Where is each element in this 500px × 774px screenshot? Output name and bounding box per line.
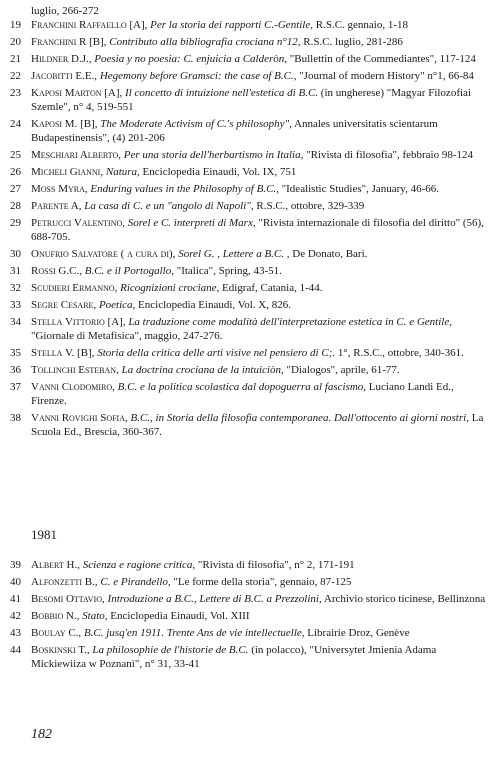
entry-text bbox=[31, 626, 490, 640]
bibliography-entry bbox=[10, 626, 490, 640]
entry-number: 22 bbox=[10, 70, 21, 82]
entry-number: 44 bbox=[10, 644, 21, 656]
entry-number: 41 bbox=[10, 593, 21, 605]
entry-author: Hildner D.J., bbox=[31, 53, 92, 65]
bibliography-entry bbox=[10, 380, 490, 408]
bibliography-entry bbox=[10, 216, 490, 244]
entry-author: Stella V. [B], bbox=[31, 347, 95, 359]
entry-number: 21 bbox=[10, 53, 21, 65]
entry-number: 30 bbox=[10, 248, 21, 260]
entry-number: 39 bbox=[10, 559, 21, 571]
entry-number: 26 bbox=[10, 166, 21, 178]
entry-text bbox=[31, 363, 490, 377]
entry-author: Franchini R [B], bbox=[31, 36, 107, 48]
entry-publication: "Dialogos", aprile, 61-77. bbox=[286, 364, 400, 376]
entry-publication: (in polacco), "Universytet Jmienia Adama Mickiewiiza w Poznani", n° 31, 33-41 bbox=[31, 644, 437, 670]
entry-text bbox=[31, 117, 490, 145]
entry-title: B.C. e il Portogallo, bbox=[84, 265, 174, 277]
entry-author: Petrucci Valentino, bbox=[31, 217, 126, 229]
entry-text bbox=[31, 575, 490, 589]
entry-text bbox=[31, 199, 490, 213]
entry-text bbox=[31, 380, 490, 408]
entry-title: Sorel G. , Lettere a B.C. , bbox=[178, 248, 290, 260]
entry-author: Vanni Rovighi Sofia, bbox=[31, 412, 128, 424]
entry-publication: R.S.C. luglio, 281-286 bbox=[303, 36, 403, 48]
entry-publication: Enciclopedia Einaudi, Vol. X, 826. bbox=[138, 299, 292, 311]
entry-text bbox=[31, 643, 490, 671]
entry-text bbox=[31, 165, 490, 179]
entry-publication: Enciclopedia Einaudi, Vol. IX, 751 bbox=[142, 166, 297, 178]
entry-text bbox=[31, 18, 490, 32]
bibliography-entry bbox=[10, 52, 490, 66]
entry-author: Parente A, bbox=[31, 200, 82, 212]
bibliography-entry bbox=[10, 281, 490, 295]
entry-publication: "Rivista internazionale di filosofia del diritto" (56), 688-705. bbox=[31, 217, 484, 243]
entry-publication: "Le forme della storia", gennaio, 87-125 bbox=[173, 576, 352, 588]
bibliography-entry bbox=[10, 264, 490, 278]
entry-title: Storia della critica delle arti visive nel pensiero di C;. bbox=[97, 347, 336, 359]
entry-number: 20 bbox=[10, 36, 21, 48]
entry-title: Ricognizioni crociane, bbox=[120, 282, 220, 294]
bibliography-entry bbox=[10, 148, 490, 162]
entry-number: 29 bbox=[10, 217, 21, 229]
bibliography-entry bbox=[10, 69, 490, 83]
entry-author: Rossi G.C., bbox=[31, 265, 82, 277]
entry-title: Sorel e C. interpreti di Marx, bbox=[127, 217, 256, 229]
entry-publication: "Rivista di filosofia", n° 2, 171-191 bbox=[197, 559, 355, 571]
entry-author: Bobbio N., bbox=[31, 610, 80, 622]
entry-text bbox=[31, 315, 490, 343]
entry-author: Besomi Ottavio, bbox=[31, 593, 105, 605]
entry-author: Segre Cesare, bbox=[31, 299, 97, 311]
entry-number: 27 bbox=[10, 183, 21, 195]
entry-number: 33 bbox=[10, 299, 21, 311]
bibliography-entry bbox=[10, 182, 490, 196]
continuation-line: luglio, 266-272 bbox=[31, 5, 99, 17]
entry-text bbox=[31, 264, 490, 278]
entry-publication: R.S.C. gennaio, 1-18 bbox=[315, 19, 409, 31]
entry-text bbox=[31, 52, 490, 66]
entry-number: 28 bbox=[10, 200, 21, 212]
entry-number: 24 bbox=[10, 118, 21, 130]
bibliography-entry bbox=[10, 411, 490, 439]
entry-publication: "Rivista di filosofia", febbraio 98-124 bbox=[306, 149, 474, 161]
entry-author: Micheli Gianni, bbox=[31, 166, 104, 178]
entry-publication: Luciano Landi Ed., Firenze. bbox=[31, 381, 454, 407]
entry-publication: La Scuola Ed., Brescia, 360-367. bbox=[31, 412, 484, 438]
year-heading: 1981 bbox=[31, 527, 57, 542]
entry-publication: Enciclopedia Einaudi, Vol. XIII bbox=[110, 610, 250, 622]
entry-number: 19 bbox=[10, 19, 21, 31]
entry-publication: "Bullettin of the Commediantes", 117-124 bbox=[289, 53, 476, 65]
entry-author: Tollinchi Esteban, bbox=[31, 364, 119, 376]
entry-number: 35 bbox=[10, 347, 21, 359]
entry-publication: 1°, R.S.C., ottobre, 340-361. bbox=[337, 347, 464, 359]
entry-publication: Archivio storico ticinese, Bellinzona bbox=[323, 593, 486, 605]
entry-title: Poesia y no poesia: C. enjuicia a Calderòn, bbox=[94, 53, 288, 65]
entry-publication: "Giornale di Metafisica", maggio, 247-276. bbox=[31, 330, 223, 342]
entry-author: Scudieri Ermanno, bbox=[31, 282, 118, 294]
entry-text bbox=[31, 346, 490, 360]
entry-title: Per la storia dei rapporti C.-Gentile, bbox=[150, 19, 313, 31]
entry-publication: "Idealistic Studies", January, 46-66. bbox=[281, 183, 440, 195]
entry-author: Boulay C., bbox=[31, 627, 82, 639]
bibliography-entry bbox=[10, 643, 490, 671]
entry-publication: De Donato, Bari. bbox=[292, 248, 368, 260]
entry-title: Contributo alla bibliografia crociana n°12, bbox=[109, 36, 301, 48]
bibliography-entry bbox=[10, 346, 490, 360]
entry-text bbox=[31, 247, 490, 261]
entry-title: Stato, bbox=[82, 610, 108, 622]
bibliography-list-1980 bbox=[10, 18, 490, 442]
bibliography-entry bbox=[10, 86, 490, 114]
entry-text bbox=[31, 148, 490, 162]
entry-title: B.C. e la politica scolastica dal dopoguerra al fascismo, bbox=[117, 381, 367, 393]
entry-title: Enduring values in the Philosophy of B.C., bbox=[90, 183, 279, 195]
entry-author: Albert H., bbox=[31, 559, 80, 571]
entry-title: Hegemony before Gramsci: the case of B.C., bbox=[99, 70, 297, 82]
entry-number: 42 bbox=[10, 610, 21, 622]
entry-title: Scienza e ragione critica, bbox=[82, 559, 196, 571]
entry-author: Vanni Clodomiro, bbox=[31, 381, 115, 393]
bibliography-entry bbox=[10, 592, 490, 606]
entry-title: Per una storia dell'herbartismo in Italia, bbox=[123, 149, 304, 161]
entry-author: Kaposi Marton [A], bbox=[31, 87, 123, 99]
entry-number: 23 bbox=[10, 87, 21, 99]
bibliography-entry bbox=[10, 18, 490, 32]
entry-publication: "Journal of modern History" n°1, 66-84 bbox=[299, 70, 474, 82]
entry-text bbox=[31, 86, 490, 114]
entry-author: Moss Myra, bbox=[31, 183, 88, 195]
entry-author: Franchini Raffaello [A], bbox=[31, 19, 148, 31]
entry-text bbox=[31, 281, 490, 295]
entry-number: 34 bbox=[10, 316, 21, 328]
entry-title: La traduzione come modalità dell'interpretazione estetica in C. e Gentile, bbox=[128, 316, 452, 328]
entry-author: Stella Vittorio [A], bbox=[31, 316, 126, 328]
bibliography-entry bbox=[10, 609, 490, 623]
entry-publication: (in ungherese) "Magyar Filozofiai Szemle", n° 4, 519-551 bbox=[31, 87, 471, 113]
bibliography-entry bbox=[10, 575, 490, 589]
entry-title: The Moderate Activism of C.'s philosophy", bbox=[100, 118, 292, 130]
bibliography-entry bbox=[10, 558, 490, 572]
entry-number: 36 bbox=[10, 364, 21, 376]
entry-text bbox=[31, 35, 490, 49]
bibliography-entry bbox=[10, 363, 490, 377]
entry-text bbox=[31, 558, 490, 572]
entry-number: 43 bbox=[10, 627, 21, 639]
bibliography-entry bbox=[10, 165, 490, 179]
entry-title: Natura, bbox=[105, 166, 140, 178]
entry-number: 40 bbox=[10, 576, 21, 588]
page-number: 182 bbox=[31, 727, 52, 742]
entry-title: Introduzione a B.C., Lettere di B.C. a Prezzolini, bbox=[107, 593, 322, 605]
bibliography-entry bbox=[10, 199, 490, 213]
entry-text bbox=[31, 216, 490, 244]
entry-number: 25 bbox=[10, 149, 21, 161]
entry-number: 31 bbox=[10, 265, 21, 277]
entry-author: Boskinski T., bbox=[31, 644, 90, 656]
entry-text bbox=[31, 592, 490, 606]
bibliography-entry bbox=[10, 298, 490, 312]
bibliography-list-1981 bbox=[10, 558, 490, 674]
entry-title: B.C. jusq'en 1911. Trente Ans de vie intellectuelle, bbox=[83, 627, 305, 639]
entry-text bbox=[31, 182, 490, 196]
entry-text bbox=[31, 298, 490, 312]
entry-title: B.C., in Storia della filosofia contemporanea. Dall'ottocento ai giorni nostri, bbox=[130, 412, 469, 424]
entry-number: 37 bbox=[10, 381, 21, 393]
entry-author: Kaposi M. [B], bbox=[31, 118, 98, 130]
entry-title: Poetica, bbox=[98, 299, 136, 311]
entry-publication: R.S.C., ottobre, 329-339 bbox=[256, 200, 365, 212]
entry-publication: "Italica", Spring, 43-51. bbox=[176, 265, 282, 277]
bibliography-entry bbox=[10, 315, 490, 343]
entry-title: C. e Pirandello, bbox=[100, 576, 171, 588]
entry-text bbox=[31, 69, 490, 83]
entry-title: La doctrina crociana de la intuiciòn, bbox=[121, 364, 284, 376]
entry-publication: Librairie Droz, Genève bbox=[307, 627, 410, 639]
bibliography-entry bbox=[10, 35, 490, 49]
entry-title: Il concetto di intuizione nell'estetica di B.C. bbox=[125, 87, 319, 99]
entry-number: 38 bbox=[10, 412, 21, 424]
entry-publication: Annales universitatis scientarum Budapestinensis", (4) 201-206 bbox=[31, 118, 438, 144]
entry-number: 32 bbox=[10, 282, 21, 294]
entry-title: La philosophie de l'historie de B.C. bbox=[92, 644, 249, 656]
entry-author: Alfonzetti B., bbox=[31, 576, 98, 588]
entry-author: Onufrio Salvatore ( a cura di), bbox=[31, 248, 176, 260]
entry-publication: Edigraf, Catania, 1-44. bbox=[222, 282, 323, 294]
entry-author: Meschiari Alberto, bbox=[31, 149, 121, 161]
entry-title: La casa di C. e un "angolo di Napoli", bbox=[84, 200, 254, 212]
entry-text bbox=[31, 609, 490, 623]
bibliography-entry bbox=[10, 117, 490, 145]
entry-author: Jacobitti E.E., bbox=[31, 70, 98, 82]
entry-text bbox=[31, 411, 490, 439]
bibliography-entry bbox=[10, 247, 490, 261]
